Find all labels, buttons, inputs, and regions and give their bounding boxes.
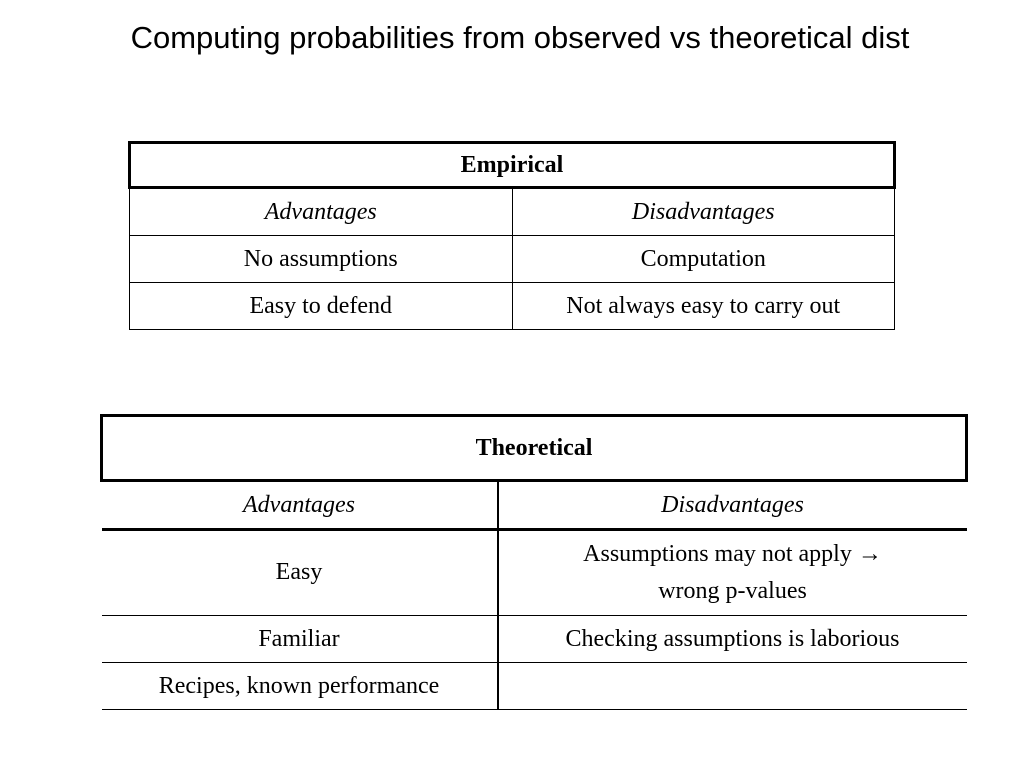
disadvantage-cell	[498, 663, 967, 710]
table-row	[102, 663, 967, 710]
disadvantage-cell	[498, 530, 967, 616]
disadvantage-line: Assumptions may not apply →	[583, 540, 882, 567]
empirical-table	[128, 141, 896, 330]
table-row	[102, 530, 967, 616]
disadvantage-line: wrong p-values	[658, 578, 807, 604]
advantage-cell: Familiar	[102, 616, 498, 663]
advantage-cell: Easy to defend	[130, 283, 513, 330]
empirical-heading: Empirical	[130, 143, 895, 188]
table-row	[130, 236, 895, 283]
advantage-cell: Easy	[102, 530, 498, 616]
theoretical-heading: Theoretical	[102, 416, 967, 481]
disadvantage-cell: Computation	[512, 236, 895, 283]
empirical-advantages-header: Advantages	[130, 188, 513, 236]
theoretical-advantages-header: Advantages	[102, 481, 498, 530]
advantage-cell: Recipes, known performance	[102, 663, 498, 710]
theoretical-disadvantages-header: Disadvantages	[498, 481, 967, 530]
theoretical-table	[100, 414, 968, 710]
page-title: Computing probabilities from observed vs theoretical dist	[130, 20, 910, 55]
empirical-disadvantages-header: Disadvantages	[512, 188, 895, 236]
table-row	[130, 283, 895, 330]
advantage-cell: No assumptions	[130, 236, 513, 283]
disadvantage-cell: Not always easy to carry out	[512, 283, 895, 330]
table-row	[102, 616, 967, 663]
disadvantage-cell: Checking assumptions is laborious	[498, 616, 967, 663]
